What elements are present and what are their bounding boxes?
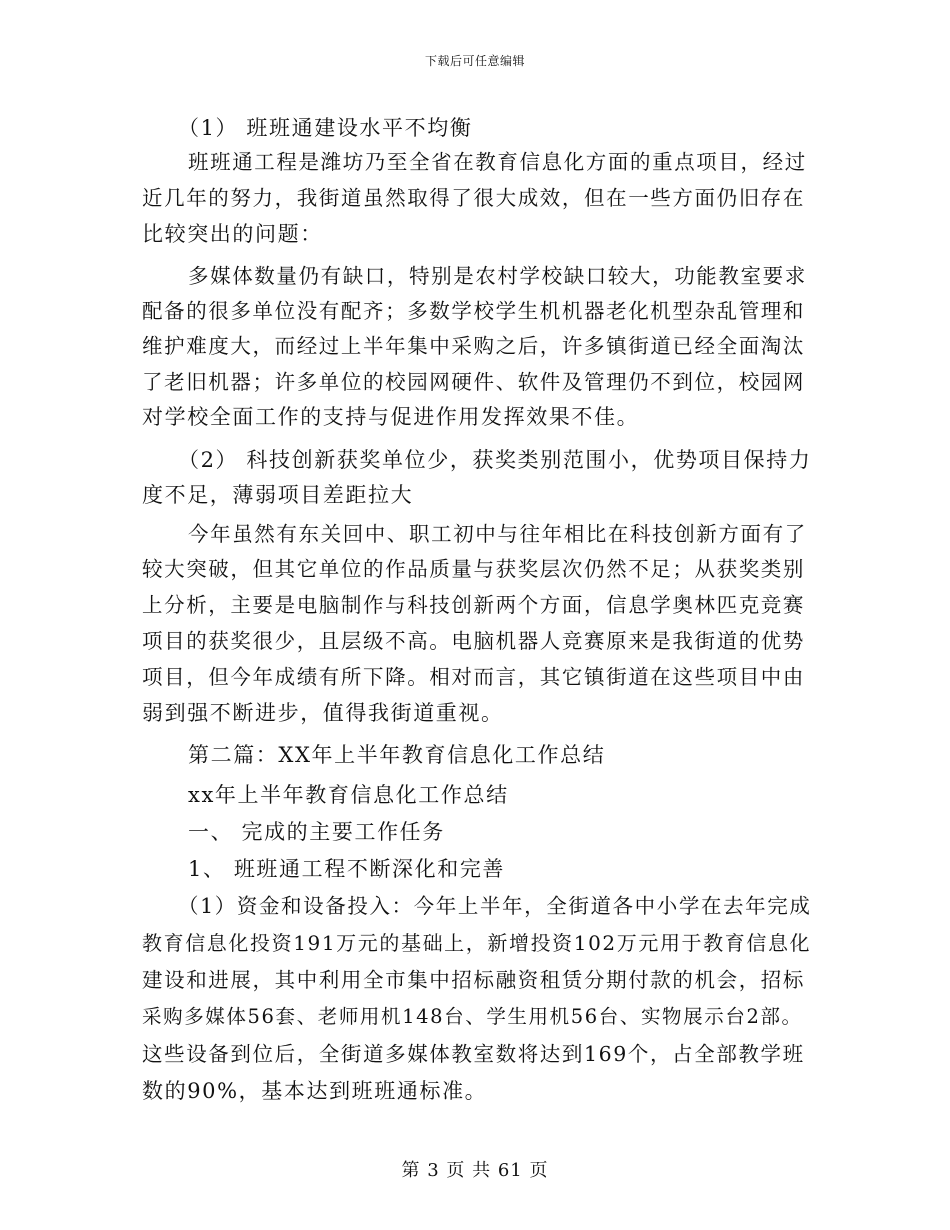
- paragraph-line: 配备的很多单位没有配齐；多数学校学生机机器老化机型杂乱管理和: [142, 299, 805, 323]
- paragraph-line: 度不足，薄弱项目差距拉大: [142, 483, 414, 507]
- paragraph-line: 弱到强不断进步，值得我街道重视。: [142, 701, 504, 725]
- paragraph-line: 教育信息化投资191万元的基础上，新增投资102万元用于教育信息化: [142, 931, 812, 955]
- section-heading-2: （2） 科技创新获奖单位少，获奖类别范围小，优势项目保持力: [178, 448, 812, 472]
- paragraph-line: 今年虽然有东关回中、职工初中与往年相比在科技创新方面有了: [188, 522, 807, 546]
- paragraph-line: 这些设备到位后，全街道多媒体教室数将达到169个，占全部教学班: [142, 1042, 805, 1066]
- document-title: xx年上半年教育信息化工作总结: [188, 783, 509, 807]
- paragraph-line: 较大突破，但其它单位的作品质量与获奖层次仍然不足；从获奖类别: [142, 557, 805, 581]
- paragraph-line: 项目的获奖很少，且层级不高。电脑机器人竞赛原来是我街道的优势: [142, 629, 805, 653]
- section-heading-1: （1） 班班通建设水平不均衡: [178, 116, 473, 140]
- paragraph-line: 了老旧机器；许多单位的校园网硬件、软件及管理仍不到位，校园网: [142, 370, 805, 394]
- page-number-footer: 第 3 页 共 61 页: [401, 1160, 549, 1181]
- paragraph-line: 对学校全面工作的支持与促进作用发挥效果不佳。: [142, 405, 640, 429]
- paragraph-line: 建设和进展，其中利用全市集中招标融资租赁分期付款的机会，招标: [142, 968, 805, 992]
- page-header: 下载后可任意编辑: [424, 54, 525, 68]
- chapter-title: 第二篇：XX年上半年教育信息化工作总结: [188, 743, 606, 767]
- section-heading-4: 1、 班班通工程不断深化和完善: [188, 857, 506, 881]
- paragraph-line: （1）资金和设备投入：今年上半年，全街道各中小学在去年完成: [178, 894, 812, 918]
- paragraph-line: 采购多媒体56套、老师用机148台、学生用机56台、实物展示台2部。: [142, 1005, 803, 1028]
- paragraph-line: 比较突出的问题：: [142, 222, 323, 246]
- section-heading-3: 一、 完成的主要工作任务: [188, 820, 445, 844]
- paragraph-line: 多媒体数量仍有缺口，特别是农村学校缺口较大，功能教室要求: [188, 264, 807, 288]
- paragraph-line: 数的90%，基本达到班班通标准。: [142, 1079, 488, 1103]
- paragraph-line: 维护难度大，而经过上半年集中采购之后，许多镇街道已经全面淘汰: [142, 334, 805, 358]
- paragraph-line: 上分析，主要是电脑制作与科技创新两个方面，信息学奥林匹克竞赛: [142, 593, 805, 617]
- paragraph-line: 班班通工程是潍坊乃至全省在教育信息化方面的重点项目，经过: [188, 150, 807, 174]
- paragraph-line: 近几年的努力，我街道虽然取得了很大成效，但在一些方面仍旧存在: [142, 186, 805, 210]
- paragraph-line: 项目，但今年成绩有所下降。相对而言，其它镇街道在这些项目中由: [142, 665, 805, 689]
